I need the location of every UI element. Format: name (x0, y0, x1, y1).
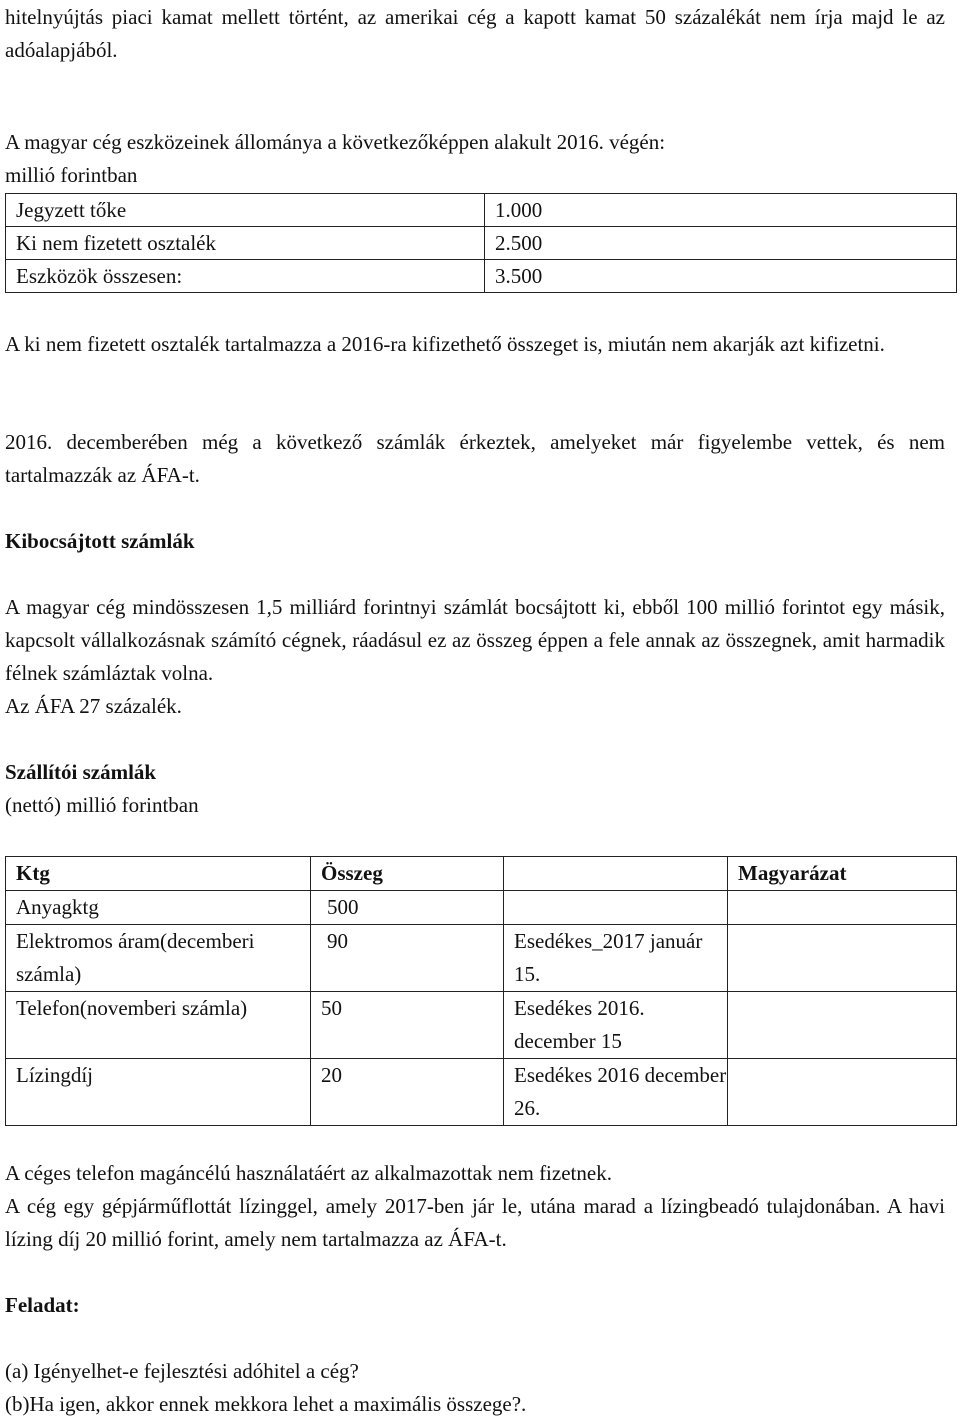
table-header-row (6, 857, 957, 891)
cell-magyarazat (728, 1059, 957, 1126)
cell-osszeg: 50 (311, 992, 504, 1059)
cell-osszeg: 20 (311, 1059, 504, 1126)
header-magyarazat: Magyarázat (728, 857, 957, 891)
supplier-unit: (nettó) millió forintban (5, 793, 199, 817)
intro-continuation: hitelnyújtás piaci kamat mellett történt, az amerikai cég a kapott kamat 50 százalékát nem írja majd le az adóalapjából. (5, 5, 945, 62)
asset-label: Eszközök összesen: (6, 260, 485, 293)
asset-label: Ki nem fizetett osztalék (6, 227, 485, 260)
cell-ktg: Lízingdíj (6, 1059, 311, 1126)
issued-text: A magyar cég mindösszesen 1,5 milliárd forintnyi számlát bocsájtott ki, ebből 100 millió forintot egy másik, kapcsolt vállalkozásnak számító cégnek, ráadásul ez az összeg éppen a fele annak az összegnek, amit harmadik félnek számláztak volna. (5, 595, 945, 685)
vat-note: Az ÁFA 27 százalék. (5, 694, 182, 718)
cell-due: Esedékes 2016. december 15 (504, 992, 728, 1059)
question-a: (a) Igényelhet-e fejlesztési adóhitel a cég? (5, 1359, 359, 1383)
supplier-table (5, 856, 957, 1126)
assets-intro: A magyar cég eszközeinek állománya a következőképpen alakult 2016. végén: (5, 130, 666, 154)
table-row (6, 227, 957, 260)
cell-magyarazat (728, 891, 957, 925)
table-row (6, 891, 957, 925)
asset-value: 2.500 (485, 227, 957, 260)
cell-ktg: Anyagktg (6, 891, 311, 925)
leasing-note: A cég egy gépjárműflottát lízinggel, amely 2017-ben jár le, utána marad a lízingbeadó tulajdonában. A havi lízing díj 20 millió forint, amely nem tartalmazza az ÁFA-t. (5, 1194, 945, 1251)
header-osszeg: Összeg (311, 857, 504, 891)
table-row (6, 260, 957, 293)
asset-value: 3.500 (485, 260, 957, 293)
task-heading: Feladat: (5, 1293, 80, 1317)
table-row (6, 1059, 957, 1126)
cell-magyarazat (728, 925, 957, 992)
asset-value: 1.000 (485, 194, 957, 227)
cell-ktg: Elektromos áram(decemberi számla) (6, 925, 311, 992)
header-empty (504, 857, 728, 891)
december-note: 2016. decemberében még a következő számlák érkeztek, amelyeket már figyelembe vettek, és nem tartalmazzák az ÁFA-t. (5, 430, 945, 487)
cell-due: Esedékes_2017 január 15. (504, 925, 728, 992)
cell-osszeg: 500 (311, 891, 504, 925)
cell-magyarazat (728, 992, 957, 1059)
assets-table (5, 193, 957, 293)
cell-due: Esedékes 2016 december 26. (504, 1059, 728, 1126)
cell-ktg: Telefon(novemberi számla) (6, 992, 311, 1059)
header-ktg: Ktg (6, 857, 311, 891)
phone-note: A céges telefon magáncélú használatáért az alkalmazottak nem fizetnek. (5, 1161, 612, 1185)
asset-label: Jegyzett tőke (6, 194, 485, 227)
issued-heading: Kibocsájtott számlák (5, 529, 195, 553)
cell-due (504, 891, 728, 925)
supplier-heading: Szállítói számlák (5, 760, 157, 784)
table-row (6, 925, 957, 992)
question-b: (b)Ha igen, akkor ennek mekkora lehet a maximális összege?. (5, 1392, 527, 1416)
dividend-note: A ki nem fizetett osztalék tartalmazza a 2016-ra kifizethető összeget is, miután nem akarják azt kifizetni. (5, 332, 885, 356)
cell-osszeg: 90 (311, 925, 504, 992)
table-row (6, 194, 957, 227)
assets-unit: millió forintban (5, 163, 138, 187)
table-row (6, 992, 957, 1059)
